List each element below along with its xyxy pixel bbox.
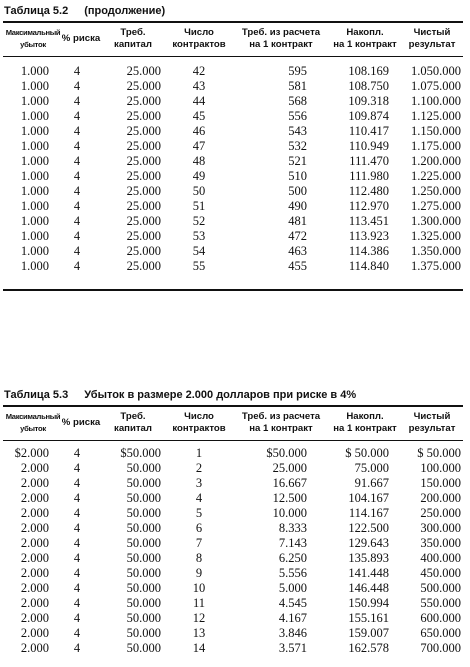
- table-5-2-bottom-rule: [3, 289, 463, 291]
- cell-required-capital: 50.000: [126, 506, 161, 520]
- cell-risk-percent: 4: [73, 214, 81, 228]
- cell-net-result: $ 50.000: [417, 446, 461, 460]
- cell-accumulated-per-contract: 162.578: [348, 641, 389, 655]
- cell-net-result: 1.375.000: [411, 259, 461, 273]
- cell-required-capital: 50.000: [126, 521, 161, 535]
- cell-max-loss: 1.000: [20, 64, 49, 78]
- cell-required-per-contract: 12.500: [272, 491, 307, 505]
- header-net-result: Чистый результат: [408, 411, 456, 434]
- cell-max-loss: 1.000: [20, 94, 49, 108]
- header-required-capital: Треб. капитал: [114, 27, 152, 50]
- cell-net-result: 1.350.000: [411, 244, 461, 258]
- cell-required-per-contract: 463: [288, 244, 307, 258]
- table-row: [3, 446, 463, 461]
- cell-net-result: 150.000: [420, 476, 461, 490]
- header-risk-percent: % риска: [61, 417, 101, 428]
- cell-required-capital: 50.000: [126, 461, 161, 475]
- cell-risk-percent: 4: [73, 536, 81, 550]
- cell-required-capital: 50.000: [126, 641, 161, 655]
- cell-required-per-contract: 490: [288, 199, 307, 213]
- cell-accumulated-per-contract: 113.923: [348, 229, 389, 243]
- cell-required-capital: 25.000: [126, 94, 161, 108]
- cell-risk-percent: 4: [73, 596, 81, 610]
- header-max-loss: Максимальный убыток: [5, 28, 61, 49]
- cell-accumulated-per-contract: 112.480: [348, 184, 389, 198]
- cell-contracts: 8: [195, 551, 203, 565]
- cell-accumulated-per-contract: 110.417: [348, 124, 389, 138]
- cell-risk-percent: 4: [73, 461, 81, 475]
- table-number: Таблица 5.3: [4, 389, 69, 401]
- table-5-3-header-rule: [3, 440, 463, 441]
- cell-risk-percent: 4: [73, 506, 81, 520]
- cell-net-result: 1.325.000: [411, 229, 461, 243]
- header-required-per-contract: Треб. из расчета на 1 контракт: [241, 27, 321, 50]
- cell-required-per-contract: 4.167: [278, 611, 307, 625]
- cell-max-loss: 2.000: [20, 611, 49, 625]
- table-row: [3, 94, 463, 109]
- table-5-3-body: [3, 446, 463, 656]
- cell-contracts: 11: [192, 596, 206, 610]
- cell-max-loss: 2.000: [20, 521, 49, 535]
- cell-required-per-contract: 581: [288, 79, 307, 93]
- cell-contracts: 51: [192, 199, 206, 213]
- cell-contracts: 4: [195, 491, 203, 505]
- cell-contracts: 6: [195, 521, 203, 535]
- cell-max-loss: 2.000: [20, 596, 49, 610]
- cell-max-loss: 1.000: [20, 169, 49, 183]
- cell-max-loss: 1.000: [20, 229, 49, 243]
- table-row: [3, 461, 463, 476]
- header-accumulated-per-contract: Накопл. на 1 контракт: [333, 411, 397, 434]
- cell-contracts: 49: [192, 169, 206, 183]
- cell-required-per-contract: 455: [288, 259, 307, 273]
- table-row: [3, 596, 463, 611]
- cell-net-result: 100.000: [420, 461, 461, 475]
- cell-required-per-contract: 521: [288, 154, 307, 168]
- cell-max-loss: 2.000: [20, 476, 49, 490]
- table-row: [3, 491, 463, 506]
- cell-net-result: 400.000: [420, 551, 461, 565]
- cell-contracts: 10: [192, 581, 206, 595]
- cell-risk-percent: 4: [73, 259, 81, 273]
- header-max-loss: Максимальный убыток: [5, 412, 61, 433]
- cell-risk-percent: 4: [73, 476, 81, 490]
- cell-required-capital: 50.000: [126, 596, 161, 610]
- cell-contracts: 2: [195, 461, 203, 475]
- cell-accumulated-per-contract: 111.980: [349, 169, 389, 183]
- cell-accumulated-per-contract: 129.643: [348, 536, 389, 550]
- cell-required-per-contract: 500: [288, 184, 307, 198]
- table-row: [3, 79, 463, 94]
- cell-contracts: 14: [192, 641, 206, 655]
- cell-accumulated-per-contract: 111.470: [349, 154, 389, 168]
- cell-contracts: 1: [195, 446, 203, 460]
- table-row: [3, 214, 463, 229]
- cell-net-result: 1.200.000: [411, 154, 461, 168]
- cell-net-result: 1.275.000: [411, 199, 461, 213]
- cell-net-result: 300.000: [420, 521, 461, 535]
- table-row: [3, 581, 463, 596]
- table-row: [3, 139, 463, 154]
- cell-net-result: 1.075.000: [411, 79, 461, 93]
- table-row: [3, 521, 463, 536]
- cell-risk-percent: 4: [73, 169, 81, 183]
- cell-risk-percent: 4: [73, 199, 81, 213]
- cell-max-loss: 1.000: [20, 139, 49, 153]
- cell-net-result: 1.225.000: [411, 169, 461, 183]
- cell-contracts: 42: [192, 64, 206, 78]
- cell-required-per-contract: 10.000: [272, 506, 307, 520]
- cell-net-result: 650.000: [420, 626, 461, 640]
- cell-contracts: 9: [195, 566, 203, 580]
- cell-max-loss: 2.000: [20, 626, 49, 640]
- cell-net-result: 1.300.000: [411, 214, 461, 228]
- cell-required-capital: 25.000: [126, 64, 161, 78]
- cell-accumulated-per-contract: 114.167: [348, 506, 389, 520]
- cell-contracts: 45: [192, 109, 206, 123]
- cell-required-capital: 50.000: [126, 476, 161, 490]
- cell-required-per-contract: 556: [288, 109, 307, 123]
- cell-net-result: 1.175.000: [411, 139, 461, 153]
- cell-contracts: 55: [192, 259, 206, 273]
- cell-net-result: 200.000: [420, 491, 461, 505]
- cell-risk-percent: 4: [73, 551, 81, 565]
- cell-risk-percent: 4: [73, 79, 81, 93]
- cell-max-loss: 1.000: [20, 199, 49, 213]
- cell-accumulated-per-contract: 91.667: [354, 476, 389, 490]
- cell-required-capital: 50.000: [126, 566, 161, 580]
- cell-required-per-contract: 3.846: [278, 626, 307, 640]
- cell-risk-percent: 4: [73, 154, 81, 168]
- cell-required-capital: 50.000: [126, 611, 161, 625]
- cell-required-per-contract: 532: [288, 139, 307, 153]
- cell-required-capital: 50.000: [126, 626, 161, 640]
- table-row: [3, 64, 463, 79]
- cell-required-capital: $50.000: [120, 446, 161, 460]
- cell-max-loss: 1.000: [20, 184, 49, 198]
- cell-risk-percent: 4: [73, 124, 81, 138]
- cell-contracts: 46: [192, 124, 206, 138]
- cell-required-per-contract: 5.556: [278, 566, 307, 580]
- header-contracts: Число контрактов: [172, 27, 226, 50]
- cell-accumulated-per-contract: 113.451: [348, 214, 389, 228]
- cell-net-result: 550.000: [420, 596, 461, 610]
- cell-risk-percent: 4: [73, 641, 81, 655]
- cell-contracts: 52: [192, 214, 206, 228]
- cell-accumulated-per-contract: 104.167: [348, 491, 389, 505]
- cell-max-loss: 2.000: [20, 581, 49, 595]
- cell-max-loss: 2.000: [20, 641, 49, 655]
- cell-risk-percent: 4: [73, 446, 81, 460]
- table-title: (продолжение): [84, 5, 166, 17]
- cell-required-capital: 50.000: [126, 536, 161, 550]
- cell-accumulated-per-contract: 150.994: [348, 596, 389, 610]
- cell-required-capital: 25.000: [126, 244, 161, 258]
- cell-accumulated-per-contract: 155.161: [348, 611, 389, 625]
- cell-accumulated-per-contract: 114.386: [348, 244, 389, 258]
- cell-risk-percent: 4: [73, 64, 81, 78]
- cell-risk-percent: 4: [73, 109, 81, 123]
- cell-required-capital: 50.000: [126, 491, 161, 505]
- cell-contracts: 13: [192, 626, 206, 640]
- cell-accumulated-per-contract: 110.949: [348, 139, 389, 153]
- cell-required-per-contract: 543: [288, 124, 307, 138]
- table-row: [3, 641, 463, 656]
- cell-accumulated-per-contract: 75.000: [354, 461, 389, 475]
- cell-required-capital: 25.000: [126, 124, 161, 138]
- cell-net-result: 1.250.000: [411, 184, 461, 198]
- header-required-per-contract: Треб. из расчета на 1 контракт: [241, 411, 321, 434]
- cell-required-capital: 25.000: [126, 139, 161, 153]
- cell-required-per-contract: 16.667: [272, 476, 307, 490]
- cell-required-capital: 50.000: [126, 581, 161, 595]
- cell-accumulated-per-contract: 112.970: [348, 199, 389, 213]
- cell-required-per-contract: 568: [288, 94, 307, 108]
- cell-contracts: 44: [192, 94, 206, 108]
- cell-required-per-contract: 481: [288, 214, 307, 228]
- cell-required-capital: 25.000: [126, 109, 161, 123]
- table-row: [3, 611, 463, 626]
- cell-contracts: 7: [195, 536, 203, 550]
- cell-risk-percent: 4: [73, 581, 81, 595]
- cell-max-loss: 1.000: [20, 154, 49, 168]
- table-row: [3, 551, 463, 566]
- cell-required-per-contract: 510: [288, 169, 307, 183]
- cell-required-capital: 25.000: [126, 214, 161, 228]
- cell-required-capital: 25.000: [126, 229, 161, 243]
- cell-max-loss: 2.000: [20, 461, 49, 475]
- table-5-3-header: [3, 408, 463, 438]
- header-accumulated-per-contract: Накопл. на 1 контракт: [333, 27, 397, 50]
- table-row: [3, 169, 463, 184]
- cell-net-result: 1.150.000: [411, 124, 461, 138]
- cell-net-result: 450.000: [420, 566, 461, 580]
- cell-accumulated-per-contract: 109.874: [348, 109, 389, 123]
- cell-risk-percent: 4: [73, 611, 81, 625]
- cell-required-capital: 25.000: [126, 259, 161, 273]
- table-row: [3, 124, 463, 139]
- table-5-3-caption: [4, 389, 356, 401]
- cell-risk-percent: 4: [73, 184, 81, 198]
- table-5-2-caption: [4, 5, 165, 17]
- cell-risk-percent: 4: [73, 566, 81, 580]
- cell-max-loss: 1.000: [20, 109, 49, 123]
- cell-accumulated-per-contract: 122.500: [348, 521, 389, 535]
- cell-required-capital: 50.000: [126, 551, 161, 565]
- cell-net-result: 600.000: [420, 611, 461, 625]
- cell-required-per-contract: 8.333: [278, 521, 307, 535]
- cell-required-per-contract: 595: [288, 64, 307, 78]
- cell-required-per-contract: 7.143: [278, 536, 307, 550]
- cell-accumulated-per-contract: 141.448: [348, 566, 389, 580]
- cell-required-per-contract: 6.250: [278, 551, 307, 565]
- cell-max-loss: 2.000: [20, 506, 49, 520]
- cell-net-result: 1.125.000: [411, 109, 461, 123]
- cell-risk-percent: 4: [73, 244, 81, 258]
- cell-max-loss: 1.000: [20, 244, 49, 258]
- table-5-3-top-rule: [3, 405, 463, 407]
- cell-accumulated-per-contract: 114.840: [348, 259, 389, 273]
- cell-max-loss: 2.000: [20, 551, 49, 565]
- cell-required-capital: 25.000: [126, 199, 161, 213]
- cell-contracts: 50: [192, 184, 206, 198]
- cell-max-loss: 2.000: [20, 566, 49, 580]
- table-row: [3, 154, 463, 169]
- cell-net-result: 1.050.000: [411, 64, 461, 78]
- cell-contracts: 5: [195, 506, 203, 520]
- table-row: [3, 109, 463, 124]
- header-contracts: Число контрактов: [172, 411, 226, 434]
- cell-required-per-contract: 3.571: [278, 641, 307, 655]
- cell-risk-percent: 4: [73, 229, 81, 243]
- cell-contracts: 48: [192, 154, 206, 168]
- cell-required-per-contract: $50.000: [266, 446, 307, 460]
- table-row: [3, 536, 463, 551]
- cell-accumulated-per-contract: 159.007: [348, 626, 389, 640]
- cell-max-loss: $2.000: [14, 446, 49, 460]
- cell-contracts: 54: [192, 244, 206, 258]
- cell-required-capital: 25.000: [126, 184, 161, 198]
- cell-accumulated-per-contract: 109.318: [348, 94, 389, 108]
- header-net-result: Чистый результат: [408, 27, 456, 50]
- table-row: [3, 199, 463, 214]
- cell-risk-percent: 4: [73, 94, 81, 108]
- cell-net-result: 700.000: [420, 641, 461, 655]
- table-row: [3, 259, 463, 274]
- cell-risk-percent: 4: [73, 521, 81, 535]
- cell-accumulated-per-contract: $ 50.000: [345, 446, 389, 460]
- header-required-capital: Треб. капитал: [114, 411, 152, 434]
- cell-contracts: 47: [192, 139, 206, 153]
- cell-net-result: 500.000: [420, 581, 461, 595]
- header-risk-percent: % риска: [61, 33, 101, 44]
- cell-max-loss: 1.000: [20, 79, 49, 93]
- table-row: [3, 229, 463, 244]
- cell-max-loss: 1.000: [20, 124, 49, 138]
- table-row: [3, 566, 463, 581]
- cell-accumulated-per-contract: 108.750: [348, 79, 389, 93]
- cell-max-loss: 1.000: [20, 214, 49, 228]
- table-row: [3, 244, 463, 259]
- cell-required-per-contract: 25.000: [272, 461, 307, 475]
- table-5-2-body: [3, 64, 463, 274]
- table-5-2-header-rule: [3, 56, 463, 57]
- table-5-2-header: [3, 24, 463, 54]
- cell-required-per-contract: 5.000: [278, 581, 307, 595]
- cell-max-loss: 1.000: [20, 259, 49, 273]
- cell-accumulated-per-contract: 135.893: [348, 551, 389, 565]
- cell-accumulated-per-contract: 108.169: [348, 64, 389, 78]
- cell-contracts: 43: [192, 79, 206, 93]
- cell-max-loss: 2.000: [20, 491, 49, 505]
- table-title: Убыток в размере 2.000 долларов при риске в 4%: [84, 389, 357, 401]
- table-row: [3, 184, 463, 199]
- cell-net-result: 350.000: [420, 536, 461, 550]
- cell-required-capital: 25.000: [126, 154, 161, 168]
- cell-required-per-contract: 4.545: [278, 596, 307, 610]
- table-row: [3, 476, 463, 491]
- cell-accumulated-per-contract: 146.448: [348, 581, 389, 595]
- cell-required-capital: 25.000: [126, 79, 161, 93]
- cell-required-per-contract: 472: [288, 229, 307, 243]
- table-row: [3, 626, 463, 641]
- cell-risk-percent: 4: [73, 491, 81, 505]
- table-5-2-top-rule: [3, 21, 463, 23]
- cell-net-result: 1.100.000: [411, 94, 461, 108]
- cell-contracts: 3: [195, 476, 203, 490]
- cell-required-capital: 25.000: [126, 169, 161, 183]
- cell-net-result: 250.000: [420, 506, 461, 520]
- cell-risk-percent: 4: [73, 626, 81, 640]
- table-row: [3, 506, 463, 521]
- cell-max-loss: 2.000: [20, 536, 49, 550]
- table-number: Таблица 5.2: [4, 5, 69, 17]
- cell-contracts: 53: [192, 229, 206, 243]
- cell-contracts: 12: [192, 611, 206, 625]
- cell-risk-percent: 4: [73, 139, 81, 153]
